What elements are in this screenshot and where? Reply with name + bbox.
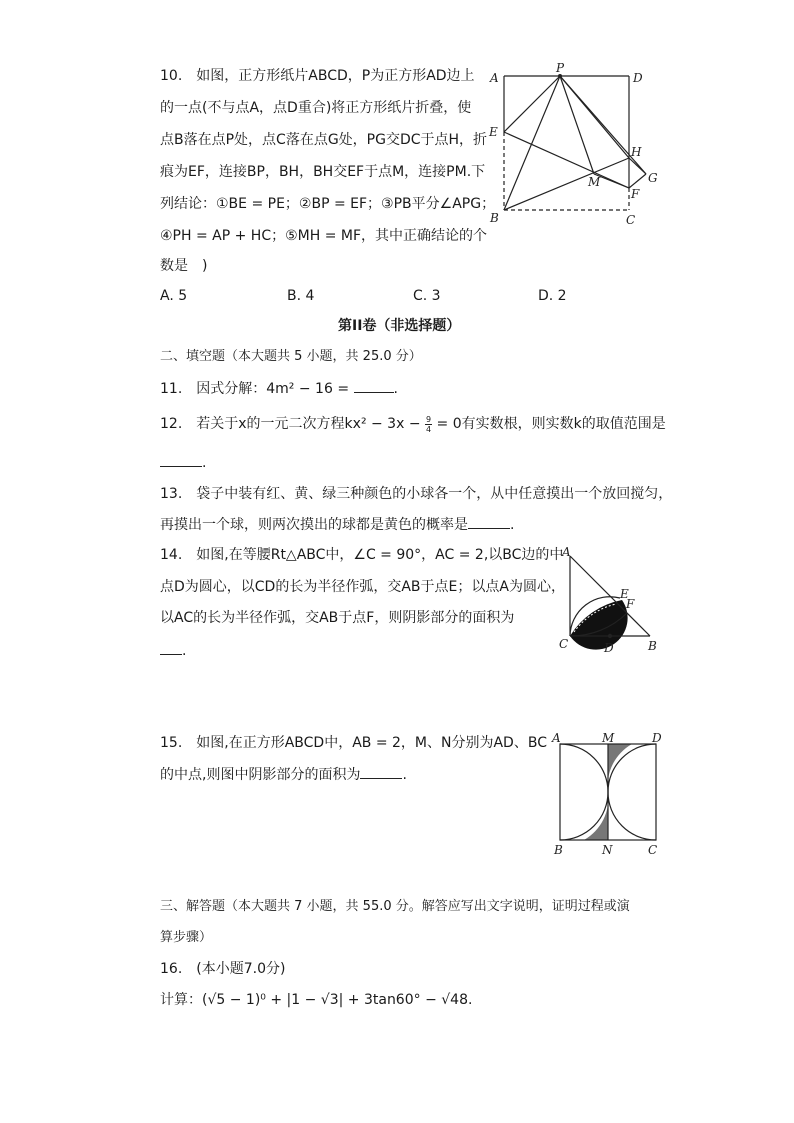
svg-text:A: A — [552, 731, 561, 745]
svg-text:A: A — [490, 71, 499, 85]
q13-line-1: 13. 袋子中装有红、黄、绿三种颜色的小球各一个，从中任意摸出一个放回搅匀， — [160, 486, 673, 502]
q12-end: . — [202, 455, 207, 471]
q13-answer-blank[interactable] — [468, 514, 510, 529]
q12-line-2 — [160, 452, 206, 473]
q12-frac-den: 4 — [426, 424, 432, 434]
q14-line-3: 以AC的长为半径作弧，交AB于点F，则阴影部分的面积为 — [160, 610, 515, 626]
q12 — [160, 414, 666, 434]
q13-suffix: . — [510, 517, 515, 533]
q16-title: 16. (本小题7.0分) — [160, 961, 286, 977]
section-3-heading-1: 三、解答题（本大题共 7 小题，共 55.0 分。解答应写出文字说明，证明过程或演 — [160, 899, 630, 914]
svg-text:F: F — [626, 597, 635, 611]
svg-text:F: F — [631, 187, 640, 201]
q13-text: 再摸出一个球，则两次摸出的球都是黄色的概率是 — [160, 517, 468, 533]
svg-text:D: D — [633, 71, 643, 85]
svg-text:P: P — [556, 62, 565, 75]
section-2-title: 第II卷（非选择题） — [338, 318, 461, 334]
q10-line-3: 点B落在点P处，点C落在点G处，PG交DC于点H，折 — [160, 132, 488, 148]
svg-text:C: C — [559, 637, 569, 651]
q14-line-2: 点D为圆心，以CD的长为半径作弧，交AB于点E；以点A为圆心， — [160, 579, 565, 595]
q13-line-2 — [160, 514, 514, 535]
q11-text: 11. 因式分解：4m² − 16 = — [160, 381, 354, 397]
q15-answer-blank[interactable] — [360, 764, 402, 779]
svg-text:G: G — [648, 171, 658, 185]
svg-text:A: A — [562, 545, 571, 559]
svg-text:E: E — [489, 125, 498, 139]
section-2-heading: 二、填空题（本大题共 5 小题，共 25.0 分） — [160, 349, 422, 364]
q14-line-1: 14. 如图,在等腰Rt△ABC中，∠C = 90°，AC = 2,以BC边的中 — [160, 547, 564, 563]
q10-line-4: 痕为EF，连接BP，BH，BH交EF于点M，连接PM.下 — [160, 164, 486, 180]
q10-option-a: A. 5 — [160, 288, 188, 304]
q11-answer-blank[interactable] — [354, 378, 394, 393]
svg-text:C: C — [648, 843, 658, 857]
svg-text:E: E — [620, 587, 629, 601]
q11-suffix: . — [393, 381, 398, 397]
q12-suffix: = 0有实数根，则实数k的取值范围是 — [432, 416, 666, 432]
q10-line-6: ④PH = AP + HC；⑤MH = MF，其中正确结论的个 — [160, 228, 488, 244]
q12-answer-blank[interactable] — [160, 452, 202, 467]
q15-line-1: 15. 如图,在正方形ABCD中，AB = 2，M、N分别为AD、BC — [160, 735, 547, 751]
q14-suffix: . — [182, 643, 187, 659]
svg-text:C: C — [626, 213, 636, 227]
q15-text: 的中点,则图中阴影部分的面积为 — [160, 767, 361, 783]
svg-text:M: M — [588, 175, 601, 189]
q10-line-7: 数是 ) — [160, 258, 208, 274]
q14-figure — [556, 544, 666, 656]
svg-text:D: D — [604, 641, 614, 655]
q15-line-2 — [160, 764, 407, 785]
q16-text: 计算：(√5 − 1)⁰ + |1 − √3| + 3tan60° − √48. — [160, 992, 473, 1008]
svg-text:D: D — [652, 731, 662, 745]
svg-text:N: N — [602, 843, 613, 857]
q14-line-4 — [160, 640, 186, 661]
svg-text:B: B — [490, 211, 499, 225]
q10-figure — [484, 62, 664, 228]
q12-text: 12. 若关于x的一元二次方程kx² − 3x − — [160, 416, 426, 432]
svg-text:M: M — [602, 731, 615, 745]
q10-option-d: D. 2 — [538, 288, 567, 304]
q10-line-2: 的一点(不与点A，点D重合)将正方形纸片折叠，使 — [160, 100, 472, 116]
svg-text:H: H — [631, 145, 642, 159]
svg-text:B: B — [648, 639, 657, 653]
section-3-heading-2: 算步骤） — [160, 930, 213, 945]
q15-suffix: . — [402, 767, 407, 783]
q12-frac-num: 9 — [426, 414, 432, 424]
q10-line-5: 列结论：①BE = PE；②BP = EF；③PB平分∠APG； — [160, 196, 496, 212]
q10-option-c: C. 3 — [413, 288, 441, 304]
q10-option-b: B. 4 — [287, 288, 315, 304]
q14-answer-blank[interactable] — [160, 640, 182, 655]
q11 — [160, 378, 398, 399]
svg-text:B: B — [554, 843, 563, 857]
q15-figure — [548, 730, 668, 860]
q10-line-1: 10. 如图，正方形纸片ABCD，P为正方形AD边上 — [160, 68, 475, 84]
